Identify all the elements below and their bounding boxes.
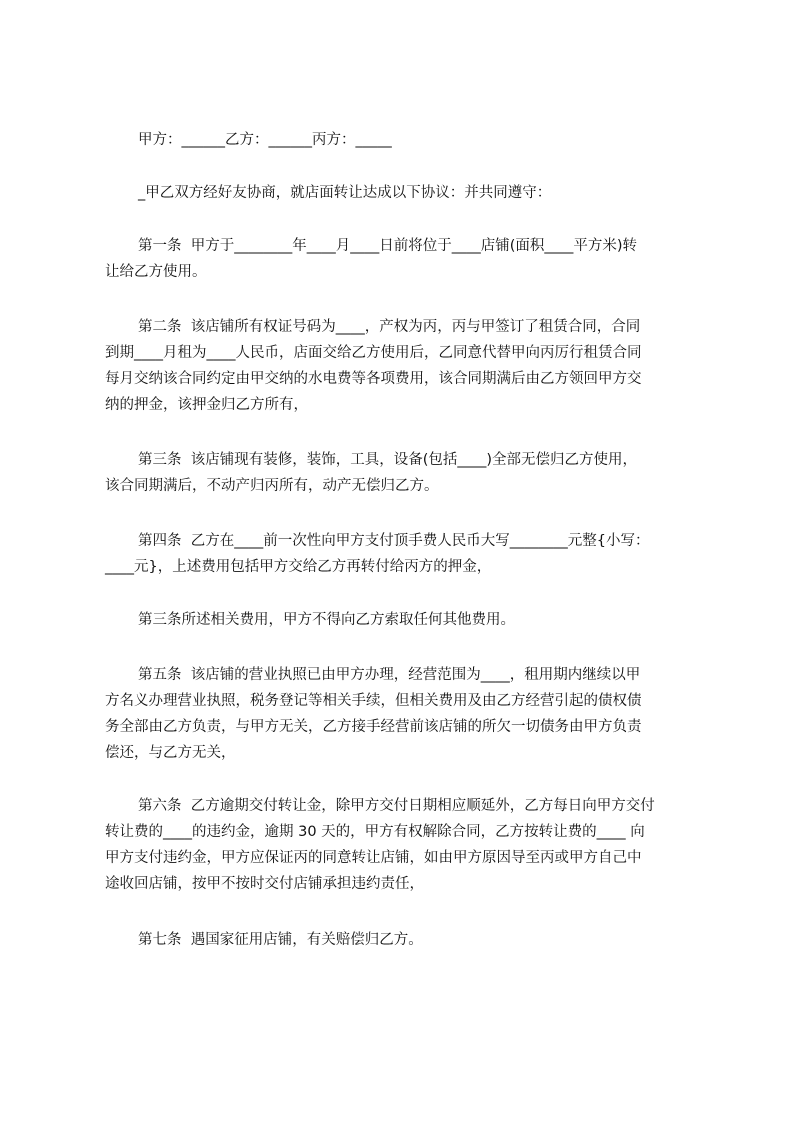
article-3 bbox=[105, 447, 705, 499]
article-1 bbox=[105, 233, 705, 285]
text-line: 第三条 该店铺现有装修，装饰，工具，设备(包括____)全部无偿归乙方使用， bbox=[138, 452, 638, 468]
text-line: ____元}，上述费用包括甲方交给乙方再转付给丙方的押金， bbox=[105, 559, 492, 575]
text-line: 偿还，与乙方无关， bbox=[105, 745, 236, 761]
article-5 bbox=[105, 662, 705, 766]
text-line: 第三条所述相关费用，甲方不得向乙方索取任何其他费用。 bbox=[138, 612, 515, 628]
text-line: _甲乙双方经好友协商，就店面转让达成以下协议：并共同遵守： bbox=[138, 185, 552, 201]
article-4 bbox=[105, 528, 705, 580]
parties-line bbox=[105, 127, 705, 153]
text-line: 每月交纳该合同约定由甲交纳的水电费等各项费用，该合同期满后由乙方领回甲方交 bbox=[105, 371, 642, 387]
text-line: 方名义办理营业执照，税务登记等相关手续，但相关费用及由乙方经营引起的债权债 bbox=[105, 693, 642, 709]
text-line: 第六条 乙方逾期交付转让金，除甲方交付日期相应顺延外，乙方每日向甲方交付 bbox=[138, 798, 655, 814]
text-line: 到期____月租为____人民币，店面交给乙方使用后，乙同意代替甲向丙厉行租赁合同 bbox=[105, 345, 642, 361]
text-line: 第七条 遇国家征用店铺，有关赔偿归乙方。 bbox=[138, 932, 423, 948]
text-line: 甲方支付违约金，甲方应保证丙的同意转让店铺，如由甲方原因导至丙或甲方自己中 bbox=[105, 850, 642, 866]
text-line: 第二条 该店铺所有权证号码为____，产权为丙，丙与甲签订了租赁合同，合同 bbox=[138, 319, 641, 335]
article-4-continued bbox=[105, 607, 705, 633]
text-line: 甲方：______乙方：______丙方：_____ bbox=[138, 132, 392, 148]
text-line: 纳的押金，该押金归乙方所有， bbox=[105, 397, 308, 413]
text-line: 途收回店铺，按甲不按时交付店铺承担违约责任， bbox=[105, 876, 424, 892]
article-7 bbox=[105, 927, 705, 953]
text-line: 让给乙方使用。 bbox=[105, 264, 207, 280]
intro-paragraph bbox=[105, 180, 705, 206]
text-line: 第四条 乙方在____前一次性向甲方支付顶手费人民币大写________元整{小写： bbox=[138, 533, 650, 549]
text-line: 转让费的____的违约金，逾期 30 天的，甲方有权解除合同，乙方按转让费的____ 向 bbox=[105, 824, 645, 840]
text-line: 该合同期满后，不动产归丙所有，动产无偿归乙方。 bbox=[105, 478, 439, 494]
article-2 bbox=[105, 314, 705, 418]
text-line: 第一条 甲方于________年____月____日前将位于____店铺(面积____平方米)转 bbox=[138, 238, 638, 254]
text-line: 第五条 该店铺的营业执照已由甲方办理，经营范围为____，租用期内继续以甲 bbox=[138, 667, 641, 683]
text-line: 务全部由乙方负责，与甲方无关，乙方接手经营前该店铺的所欠一切债务由甲方负责 bbox=[105, 719, 642, 735]
article-6 bbox=[105, 793, 705, 897]
